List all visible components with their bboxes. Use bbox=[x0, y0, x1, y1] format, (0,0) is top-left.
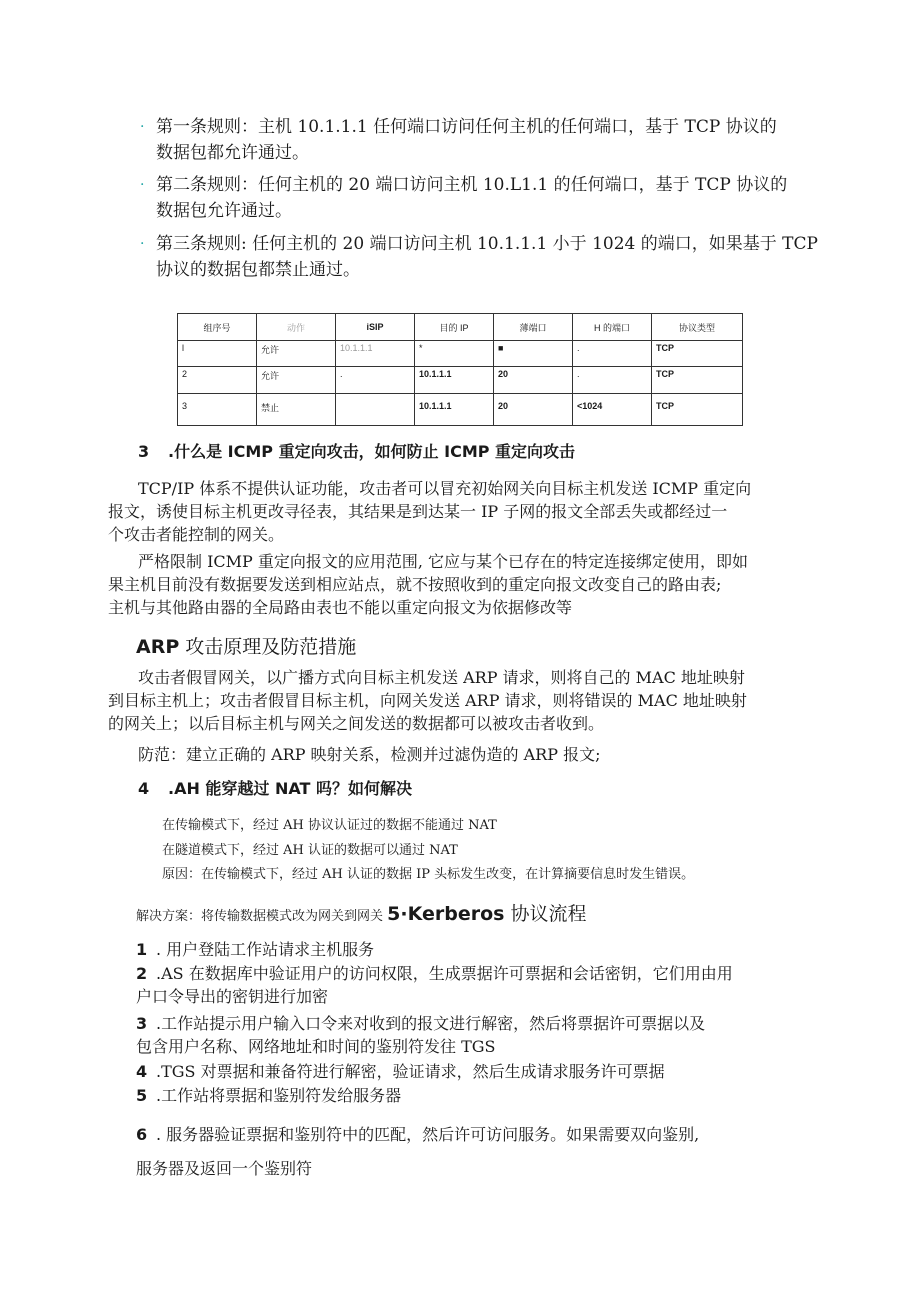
table-header-row bbox=[178, 314, 743, 341]
table-cell: 允许 bbox=[257, 367, 336, 394]
rule-1-line-2: 数据包都允许通过。 bbox=[156, 143, 309, 163]
kerberos-heading-en: 5·Kerberos bbox=[387, 903, 505, 925]
step-text-continued: 户口令导出的密钥进行加密 bbox=[136, 987, 329, 1006]
table-cell: 3 bbox=[178, 394, 257, 426]
table-cell: TCP bbox=[652, 394, 743, 426]
table-cell: 10.1.1.1 bbox=[415, 367, 494, 394]
nat-line-2: 在隧道模式下，经过 AH 认证的数据可以通过 NAT bbox=[162, 843, 458, 858]
step-text: . 用户登陆工作站请求主机服务 bbox=[156, 940, 375, 959]
step-text: .AS 在数据库中验证用户的访问权限，生成票据许可票据和会话密钥，它们用由用 bbox=[156, 964, 733, 983]
rule-2-line-2: 数据包允许通过。 bbox=[156, 201, 292, 221]
step-number: 5 bbox=[136, 1086, 148, 1105]
rule-2-line-1: 第二条规则：任何主机的 20 端口访问主机 10.L1.1 的任何端口，基于 TCP 协议的 bbox=[156, 175, 788, 195]
icmp-paragraph-2 bbox=[108, 550, 824, 619]
section-number: 3 bbox=[138, 442, 150, 461]
step-number: 1 bbox=[136, 940, 148, 959]
section-4-heading bbox=[138, 778, 412, 800]
icmp-paragraph-1 bbox=[108, 477, 824, 546]
kerberos-heading bbox=[387, 903, 586, 925]
step-number: 4 bbox=[136, 1062, 148, 1081]
table-cell: 10.1.1.1 bbox=[415, 394, 494, 426]
kerberos-heading-zh: 协议流程 bbox=[504, 903, 587, 925]
section-title: .AH 能穿越过 NAT 吗？如何解决 bbox=[168, 779, 413, 798]
arp-heading-en: ARP bbox=[136, 636, 180, 658]
table-cell: * bbox=[415, 341, 494, 367]
table-cell: <1024 bbox=[573, 394, 652, 426]
arp-paragraph-2 bbox=[108, 743, 824, 766]
table-cell: 20 bbox=[494, 394, 573, 426]
step-text-continued: 包含用户名称、网络地址和时间的鉴别符发往 TGS bbox=[136, 1037, 496, 1056]
table-header: 组序号 bbox=[178, 314, 257, 341]
rule-3-line-2: 协议的数据包都禁止通过。 bbox=[156, 260, 360, 280]
table-header: 协议类型 bbox=[652, 314, 743, 341]
step-text: . 服务器验证票据和鉴别符中的匹配，然后许可访问服务。如果需要双向鉴别, bbox=[156, 1125, 700, 1144]
step-text: .工作站提示用户输入口令来对收到的报文进行解密，然后将票据许可票据以及 bbox=[156, 1014, 706, 1033]
table-cell: ■ bbox=[494, 341, 573, 367]
kerberos-step-3 bbox=[136, 1012, 826, 1058]
rule-1 bbox=[140, 114, 836, 166]
bullet-dot: · bbox=[140, 119, 145, 135]
table-header: 动作 bbox=[257, 314, 336, 341]
nat-line-1: 在传输模式下，经过 AH 协议认证过的数据不能通过 NAT bbox=[162, 818, 497, 833]
bullet-dot: · bbox=[140, 177, 145, 193]
text-line: 到目标主机上；攻击者假冒目标主机，向网关发送 ARP 请求，则将错误的 MAC 地址映射 bbox=[108, 691, 747, 710]
text-line: 的网关上；以后目标主机与网关之间发送的数据都可以被攻击者收到。 bbox=[108, 714, 605, 733]
table-cell: 禁止 bbox=[257, 394, 336, 426]
step-text: .工作站将票据和鉴别符发给服务器 bbox=[156, 1086, 402, 1105]
table-cell: TCP bbox=[652, 367, 743, 394]
kerberos-step-2 bbox=[136, 962, 826, 1008]
table-header: 薄端口 bbox=[494, 314, 573, 341]
table-header: H 的端口 bbox=[573, 314, 652, 341]
solution-line bbox=[136, 901, 587, 930]
table-cell: . bbox=[336, 367, 415, 394]
table-cell bbox=[336, 394, 415, 426]
kerberos-step-4 bbox=[136, 1060, 826, 1083]
rule-3-line-1: 第三条规则: 任何主机的 20 端口访问主机 10.1.1.1 小于 1024 的端口，如果基于 TCP bbox=[156, 234, 818, 254]
section-3-heading bbox=[138, 441, 575, 463]
text-line: 果主机目前没有数据要发送到相应站点，就不按照收到的重定向报文改变自己的路由表; bbox=[108, 575, 722, 594]
table-row bbox=[178, 341, 743, 367]
text-line: 报文，诱使目标主机更改寻径表，其结果是到达某一 IP 子网的报文全部丢失或都经过一 bbox=[108, 502, 728, 521]
text-line: 严格限制 ICMP 重定向报文的应用范围, 它应与某个已存在的特定连接绑定使用，即如 bbox=[138, 552, 749, 571]
step-text: .TGS 对票据和兼备符进行解密，验证请求，然后生成请求服务许可票据 bbox=[156, 1062, 665, 1081]
section-number: 4 bbox=[138, 779, 150, 798]
step-number: 2 bbox=[136, 964, 148, 983]
kerberos-step-1 bbox=[136, 938, 826, 961]
section-title: .什么是 ICMP 重定向攻击，如何防止 ICMP 重定向攻击 bbox=[168, 442, 576, 461]
text-line: 攻击者假冒网关，以广播方式向目标主机发送 ARP 请求，则将自己的 MAC 地址映射 bbox=[138, 668, 745, 687]
kerberos-step-6-continued: 服务器及返回一个鉴别符 bbox=[136, 1159, 313, 1178]
rule-1-line-1: 第一条规则：主机 10.1.1.1 任何端口访问任何主机的任何端口，基于 TCP 协议的 bbox=[156, 117, 777, 137]
kerberos-step-6 bbox=[136, 1123, 826, 1146]
text-line: TCP/IP 体系不提供认证功能，攻击者可以冒充初始网关向目标主机发送 ICMP 重定向 bbox=[138, 479, 752, 498]
table-cell: 20 bbox=[494, 367, 573, 394]
step-number: 6 bbox=[136, 1125, 148, 1144]
rule-3 bbox=[140, 231, 836, 283]
table-cell: l bbox=[178, 341, 257, 367]
bullet-dot: · bbox=[140, 236, 145, 252]
nat-line-3: 原因：在传输模式下，经过 AH 认证的数据 IP 头标发生改变，在计算摘要信息时发生错误。 bbox=[162, 867, 695, 882]
text-line: 个攻击者能控制的网关。 bbox=[108, 525, 285, 544]
solution-text: 解决方案：将传输数据模式改为网关到网关 bbox=[136, 909, 388, 924]
kerberos-step-5 bbox=[136, 1084, 826, 1107]
step-number: 3 bbox=[136, 1014, 148, 1033]
table-cell: . bbox=[573, 341, 652, 367]
table-header: iSIP bbox=[336, 314, 415, 341]
arp-paragraph-1 bbox=[108, 666, 824, 735]
arp-heading bbox=[136, 633, 356, 661]
text-line: 主机与其他路由器的全局路由表也不能以重定向报文为依据修改等 bbox=[108, 598, 573, 617]
table-header: 目的 IP bbox=[415, 314, 494, 341]
table-cell: 允许 bbox=[257, 341, 336, 367]
table-row bbox=[178, 394, 743, 426]
table-cell: . bbox=[573, 367, 652, 394]
arp-heading-zh: 攻击原理及防范措施 bbox=[179, 636, 357, 658]
firewall-rules-table bbox=[177, 313, 743, 426]
table-cell: TCP bbox=[652, 341, 743, 367]
table-cell: 10.1.1.1 bbox=[336, 341, 415, 367]
table-row bbox=[178, 367, 743, 394]
text-line: 防范：建立正确的 ARP 映射关系，检测并过滤伪造的 ARP 报文; bbox=[138, 745, 601, 764]
rule-2 bbox=[140, 172, 836, 224]
table-cell: 2 bbox=[178, 367, 257, 394]
